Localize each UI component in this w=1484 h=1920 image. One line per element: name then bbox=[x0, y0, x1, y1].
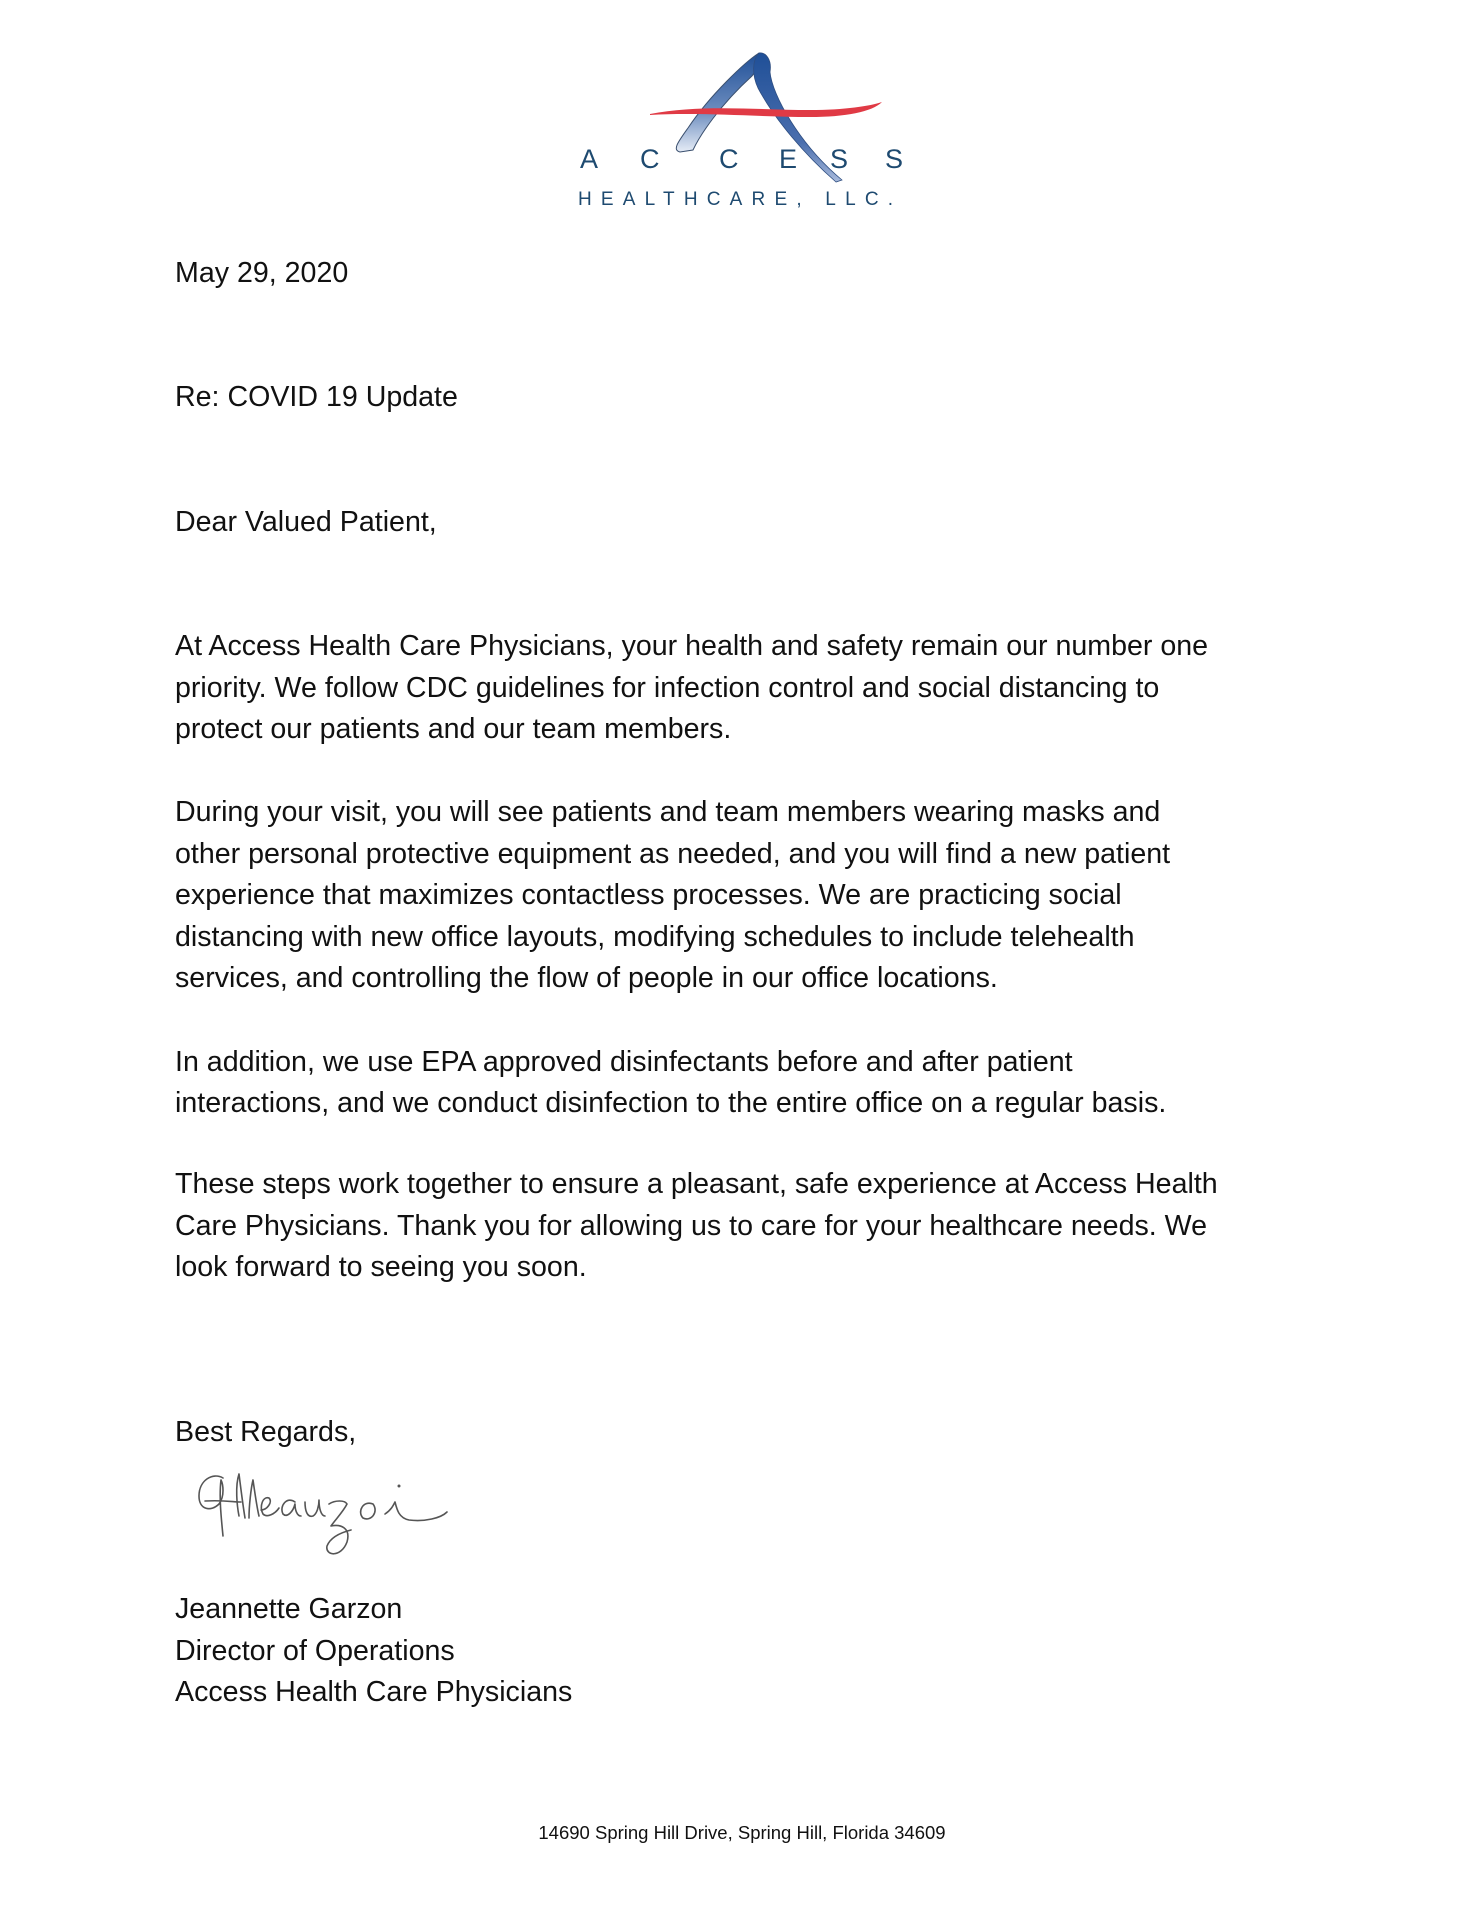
company-logo bbox=[560, 40, 940, 220]
paragraph-line: At Access Health Care Physicians, your health and safety remain our number one bbox=[175, 630, 1209, 662]
logo-letter: E bbox=[779, 144, 798, 174]
paragraph-line: services, and controlling the flow of people in our office locations. bbox=[175, 962, 998, 994]
logo-letter: S bbox=[885, 144, 904, 174]
logo-subtitle: HEALTHCARE, LLC. bbox=[578, 189, 903, 210]
paragraph-line: During your visit, you will see patients and team members wearing masks and bbox=[175, 796, 1161, 828]
paragraph-line: Care Physicians. Thank you for allowing us to care for your healthcare needs. We bbox=[175, 1210, 1208, 1242]
logo-letter: A bbox=[580, 144, 599, 174]
letter-salutation: Dear Valued Patient, bbox=[175, 506, 437, 538]
paragraph-line: interactions, and we conduct disinfection to the entire office on a regular basis. bbox=[175, 1087, 1167, 1119]
logo-wordmark bbox=[560, 144, 940, 174]
signer-name: Jeannette Garzon bbox=[175, 1593, 403, 1625]
signer-organization: Access Health Care Physicians bbox=[175, 1676, 573, 1708]
paragraph-line: In addition, we use EPA approved disinfectants before and after patient bbox=[175, 1046, 1073, 1078]
paragraph-line: distancing with new office layouts, modifying schedules to include telehealth bbox=[175, 921, 1135, 953]
logo-letter: S bbox=[830, 144, 849, 174]
letter-subject: Re: COVID 19 Update bbox=[175, 381, 458, 413]
paragraph-line: experience that maximizes contactless processes. We are practicing social bbox=[175, 879, 1122, 911]
logo-swoosh-icon bbox=[650, 102, 882, 117]
signer-title: Director of Operations bbox=[175, 1635, 455, 1667]
letter-closing: Best Regards, bbox=[175, 1416, 357, 1448]
handwritten-signature bbox=[195, 1466, 505, 1576]
logo-letter: C bbox=[719, 144, 739, 174]
paragraph-line: priority. We follow CDC guidelines for infection control and social distancing to bbox=[175, 672, 1160, 704]
letter-date: May 29, 2020 bbox=[175, 257, 349, 289]
signature-icon bbox=[195, 1466, 505, 1576]
footer-address: 14690 Spring Hill Drive, Spring Hill, Florida 34609 bbox=[538, 1822, 946, 1843]
paragraph-line: other personal protective equipment as needed, and you will find a new patient bbox=[175, 838, 1171, 870]
paragraph-line: protect our patients and our team members. bbox=[175, 713, 732, 745]
paragraph-line: look forward to seeing you soon. bbox=[175, 1251, 587, 1283]
paragraph-line: These steps work together to ensure a pleasant, safe experience at Access Health bbox=[175, 1168, 1218, 1200]
logo-letter: C bbox=[640, 144, 660, 174]
